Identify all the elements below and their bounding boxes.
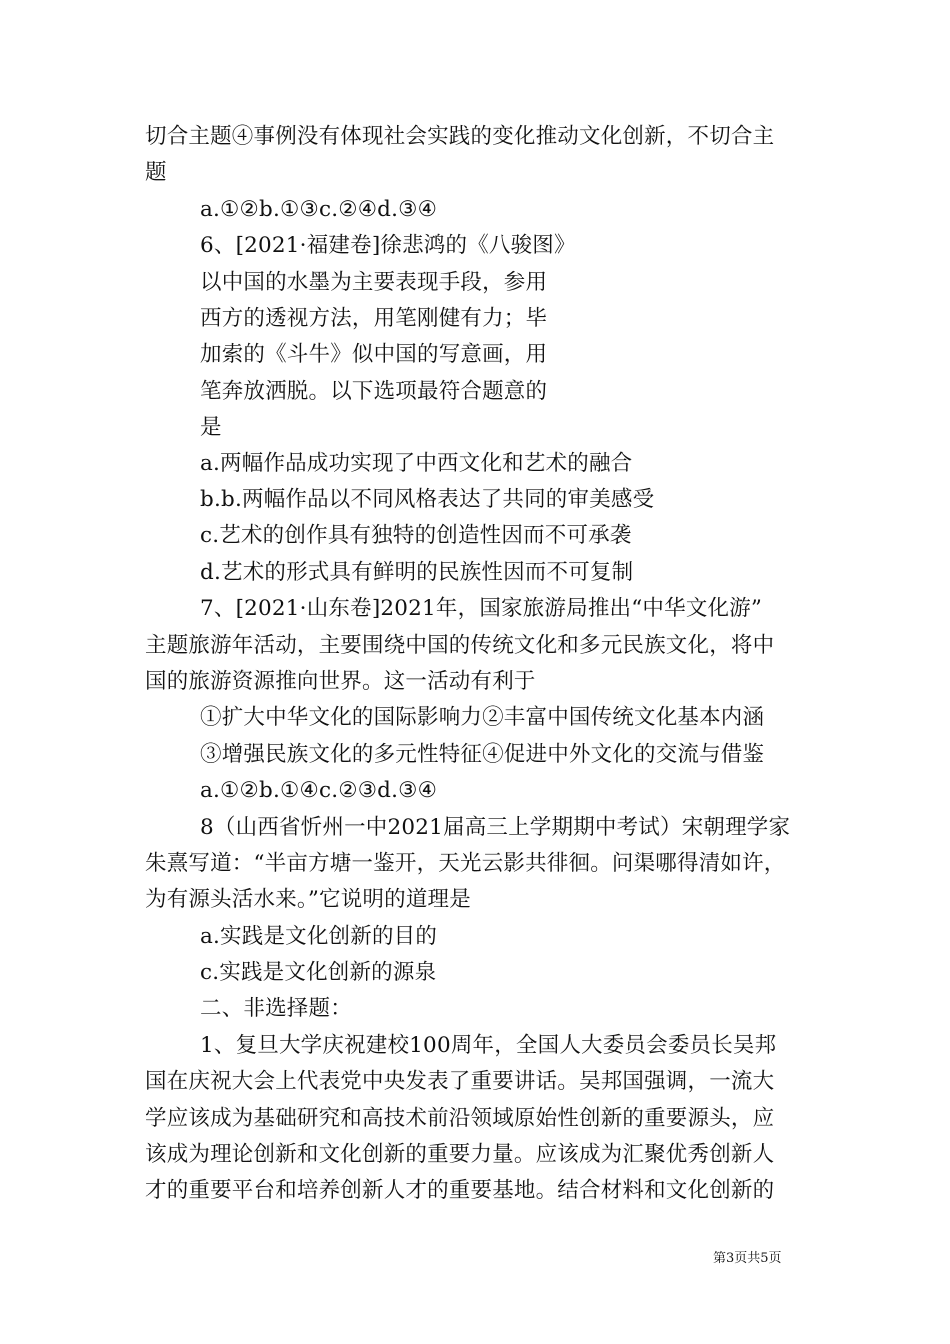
- text-line: 切合主题④事例没有体现社会实践的变化推动文化创新，不切合主: [145, 124, 775, 149]
- text-line: 是: [200, 415, 222, 440]
- answer-options: a.①②b.①④c.②③d.③④: [200, 778, 438, 803]
- question-8: 8（山西省忻州一中2021届高三上学期期中考试）宋朝理学家: [200, 815, 791, 840]
- statement-line: ③增强民族文化的多元性特征④促进中外文化的交流与借鉴: [200, 742, 765, 767]
- text-line: 国的旅游资源推向世界。这一活动有利于: [145, 669, 536, 694]
- text-line: 西方的透视方法，用笔刚健有力；毕: [200, 306, 548, 331]
- option-a: a.实践是文化创新的目的: [200, 924, 438, 949]
- option-a: a.两幅作品成功实现了中西文化和艺术的融合: [200, 451, 633, 476]
- question-1: 1、复旦大学庆祝建校100周年，全国人大委员会委员长吴邦: [200, 1033, 777, 1058]
- text-line: 为有源头活水来。”它说明的道理是: [145, 887, 471, 912]
- text-line: 学应该成为基础研究和高技术前沿领域原始性创新的重要源头，应: [145, 1106, 775, 1131]
- text-line: 以中国的水墨为主要表现手段，参用: [200, 270, 548, 295]
- text-line: 该成为理论创新和文化创新的重要力量。应该成为汇聚优秀创新人: [145, 1142, 775, 1167]
- option-b: b.b.两幅作品以不同风格表达了共同的审美感受: [200, 487, 655, 512]
- option-d: d.艺术的形式具有鲜明的民族性因而不可复制: [200, 560, 634, 585]
- question-7: 7、[2021·山东卷]2021年，国家旅游局推出“中华文化游”: [200, 596, 763, 621]
- text-line: 才的重要平台和培养创新人才的重要基地。结合材料和文化创新的: [145, 1178, 775, 1203]
- option-c: c.艺术的创作具有独特的创造性因而不可承袭: [200, 523, 632, 548]
- text-line: 朱熹写道：“半亩方塘一鉴开，天光云影共徘徊。问渠哪得清如许，: [145, 851, 786, 876]
- statement-line: ①扩大中华文化的国际影响力②丰富中国传统文化基本内涵: [200, 705, 765, 730]
- text-line: 国在庆祝大会上代表党中央发表了重要讲话。吴邦国强调，一流大: [145, 1069, 775, 1094]
- option-c: c.实践是文化创新的源泉: [200, 960, 437, 985]
- question-6: 6、[2021·福建卷]徐悲鸿的《八骏图》: [200, 233, 576, 258]
- text-line: 加索的《斗牛》似中国的写意画，用: [200, 342, 548, 367]
- text-line: 主题旅游年活动，主要围绕中国的传统文化和多元民族文化，将中: [145, 633, 775, 658]
- page-number: 第3页共5页: [713, 1251, 782, 1266]
- text-line: 笔奔放洒脱。以下选项最符合题意的: [200, 379, 548, 404]
- section-heading: 二、非选择题：: [200, 996, 352, 1021]
- answer-options: a.①②b.①③c.②④d.③④: [200, 197, 438, 222]
- text-line: 题: [145, 160, 167, 185]
